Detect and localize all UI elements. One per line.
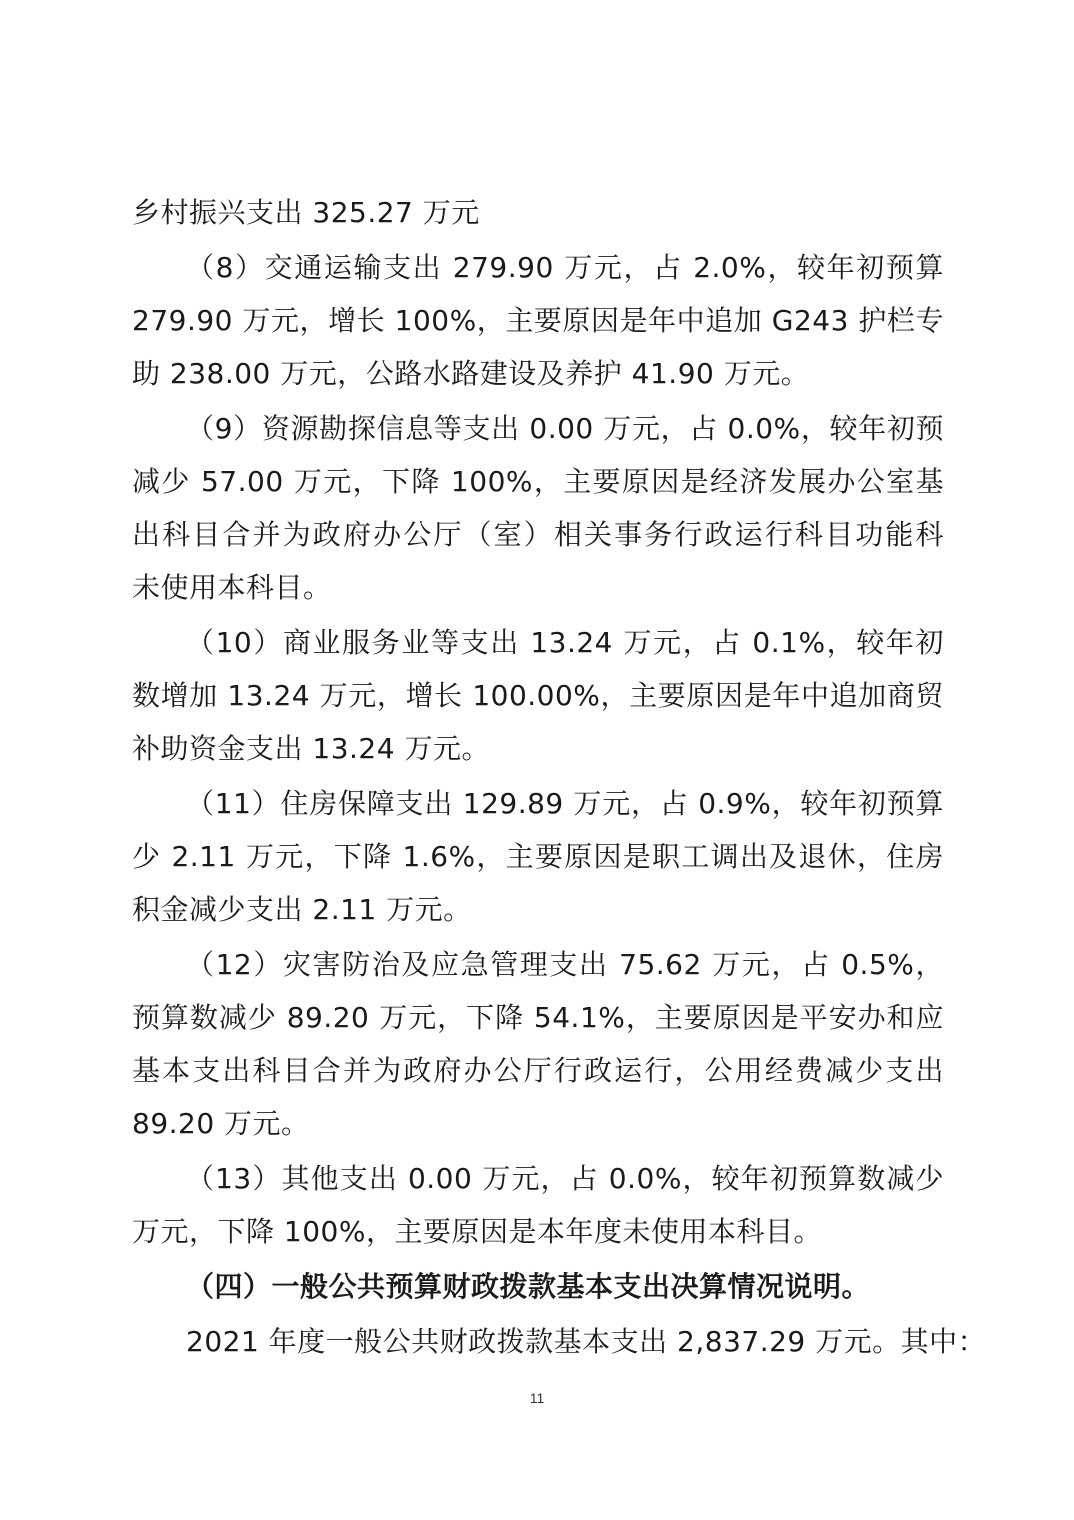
paragraph-line: （13）其他支出 0.00 万元，占 0.0%，较年初预算数减少 [186, 1162, 944, 1195]
paragraph-line: 积金减少支出 2.11 万元。 [132, 893, 472, 926]
paragraph-line: 助 238.00 万元，公路水路建设及养护 41.90 万元。 [132, 357, 810, 390]
paragraph-line: 预算数减少 89.20 万元，下降 54.1%，主要原因是平安办和应 [132, 1001, 944, 1034]
paragraph-line: 基本支出科目合并为政府办公厅行政运行，公用经费减少支出 [132, 1054, 944, 1087]
paragraph-line: （8）交通运输支出 279.90 万元，占 2.0%，较年初预算 [186, 251, 944, 284]
paragraph-line: 减少 57.00 万元，下降 100%，主要原因是经济发展办公室基 [132, 465, 944, 498]
paragraph-line: 少 2.11 万元，下降 1.6%，主要原因是职工调出及退休，住房 [132, 840, 944, 873]
paragraph-line: 万元，下降 100%，主要原因是本年度未使用本科目。 [132, 1215, 822, 1248]
paragraph-line: 数增加 13.24 万元，增长 100.00%，主要原因是年中追加商贸 [132, 679, 944, 712]
paragraph-line: （12）灾害防治及应急管理支出 75.62 万元，占 0.5%， [186, 948, 944, 981]
paragraph-line: （9）资源勘探信息等支出 0.00 万元，占 0.0%，较年初预 [186, 412, 944, 445]
paragraph-line: 未使用本科目。 [132, 571, 332, 604]
paragraph-line: 2021 年度一般公共财政拨款基本支出 2,837.29 万元。其中： [186, 1325, 987, 1358]
paragraph-line: 补助资金支出 13.24 万元。 [132, 732, 490, 765]
paragraph-line: （11）住房保障支出 129.89 万元，占 0.9%，较年初预算 [186, 787, 944, 820]
page-number: 11 [529, 1390, 545, 1406]
paragraph-line: （10）商业服务业等支出 13.24 万元，占 0.1%，较年初 [186, 626, 944, 659]
paragraph-line: 出科目合并为政府办公厅（室）相关事务行政运行科目功能科 [132, 518, 944, 551]
paragraph-line: 279.90 万元，增长 100%，主要原因是年中追加 G243 护栏专 [132, 304, 944, 337]
paragraph-line: 乡村振兴支出 325.27 万元 [132, 196, 480, 229]
paragraph-line: 89.20 万元。 [132, 1107, 310, 1140]
section-heading: （四）一般公共预算财政拨款基本支出决算情况说明。 [186, 1270, 871, 1303]
